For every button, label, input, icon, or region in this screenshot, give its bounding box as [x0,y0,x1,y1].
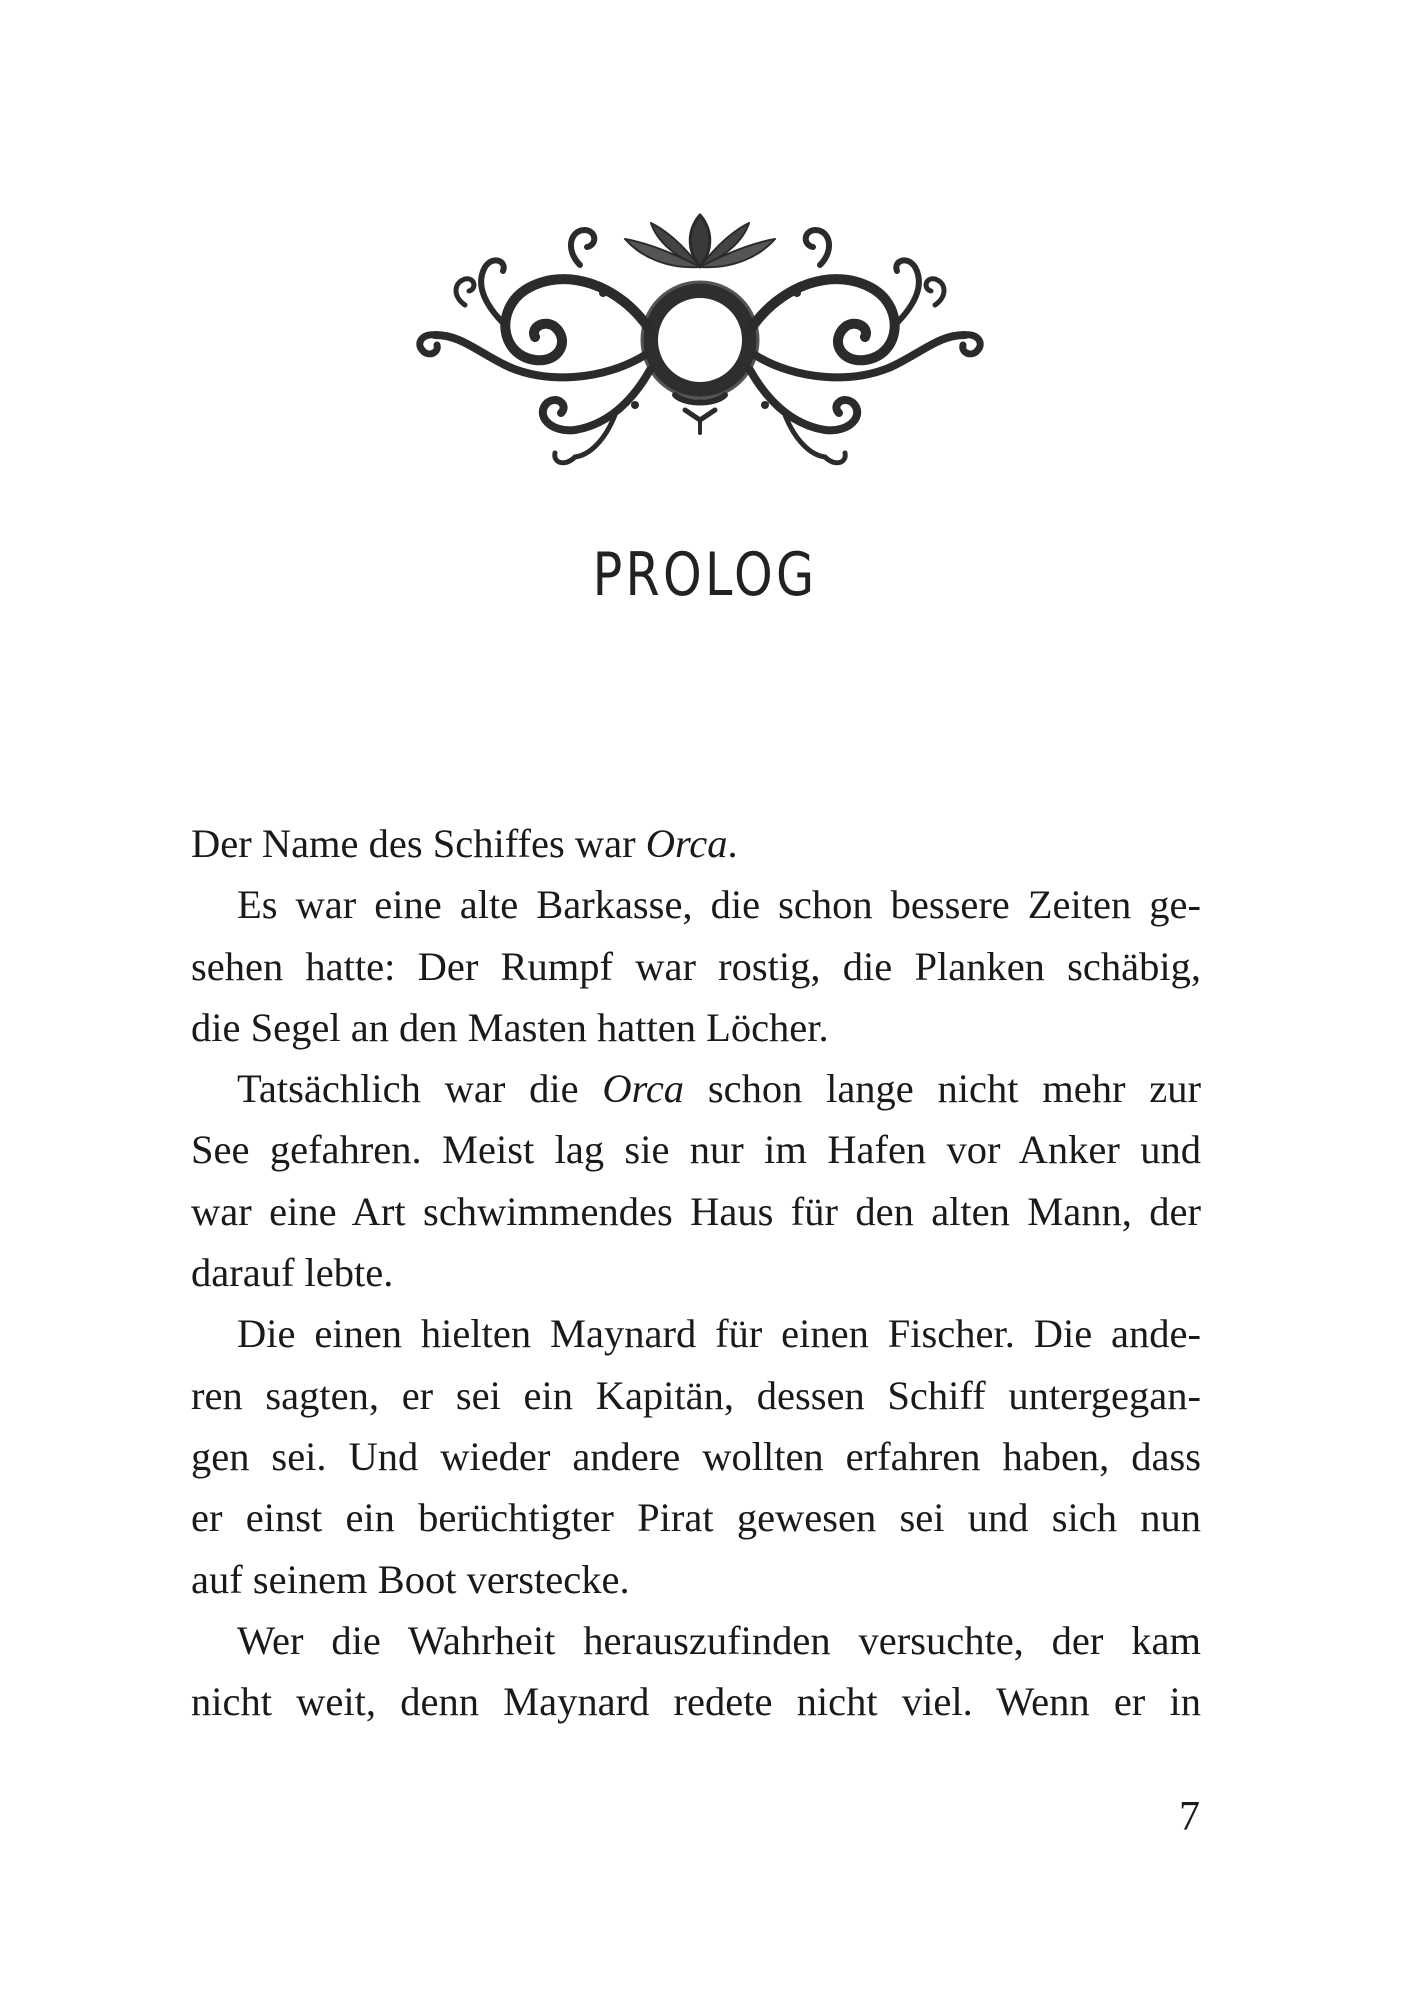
baroque-scroll-ornament-icon [405,205,995,475]
text-line: darauf lebte. [191,1250,394,1296]
text-line: nicht weit, denn Maynard redete nicht viel. Wenn er in [191,1679,1201,1725]
text-line: auf seinem Boot verstecke. [191,1556,630,1602]
page-number: 7 [1179,1794,1200,1840]
text-line: Der Name des Schiffes war Orca. [191,821,738,866]
text-line: See gefahren. Meist lag sie nur im Hafen vor Anker und [191,1127,1201,1173]
text-line: war eine Art schwimmendes Haus für den alten Mann, der [191,1188,1201,1234]
text-line: die Segel an den Masten hatten Löcher. [191,1004,829,1050]
text-line: sehen hatte: Der Rumpf war rostig, die Planken schäbig, [191,943,1201,989]
text-line: ren sagten, er sei ein Kapitän, dessen Schiff untergegan- [191,1372,1201,1418]
text-line: gen sei. Und wieder andere wollten erfahren haben, dass [191,1433,1201,1479]
text-line: Die einen hielten Maynard für einen Fischer. Die ande- [237,1311,1201,1357]
text-line: er einst ein berüchtigter Pirat gewesen sei und sich nun [191,1495,1201,1541]
text-line: Es war eine alte Barkasse, die schon bessere Zeiten ge- [237,882,1201,928]
text-line: Wer die Wahrheit herauszufinden versuchte, der kam [237,1617,1201,1663]
body-text [191,813,1201,1732]
text-line: Tatsächlich war die Orca schon lange nicht mehr zur [237,1066,1201,1112]
chapter-title: PROLOG [592,540,818,610]
